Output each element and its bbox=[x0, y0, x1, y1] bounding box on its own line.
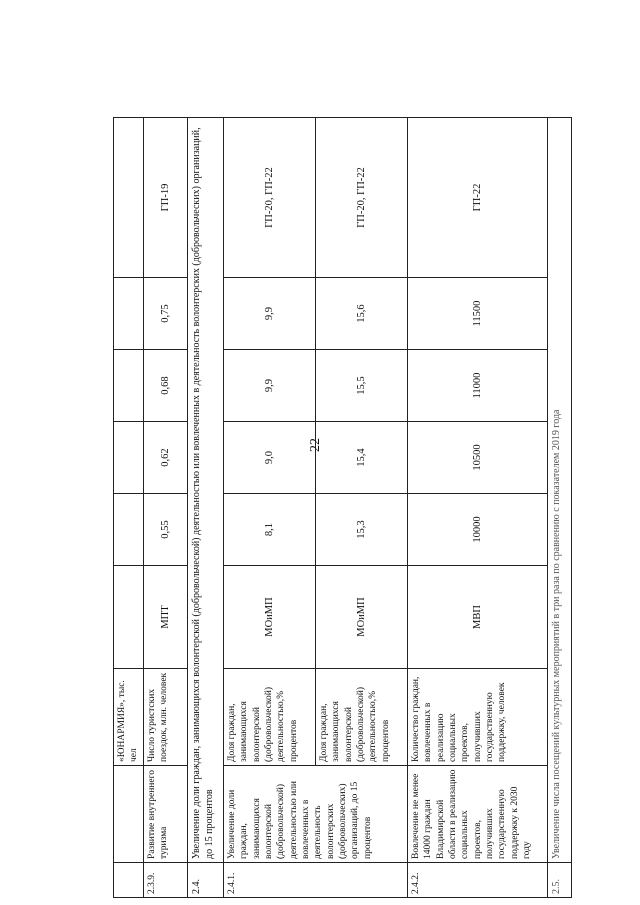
program-cell: ГП-20, ГП-22 bbox=[224, 118, 316, 278]
org-cell: МВП bbox=[408, 566, 548, 669]
value-cell: 9,9 bbox=[224, 350, 316, 422]
value-cell: 15,5 bbox=[316, 350, 408, 422]
row-number: 2.5. bbox=[548, 863, 572, 898]
section-title: Увеличение числа посещений культурных мероприятий в три раза по сравнению с показателем 2019 года bbox=[548, 118, 572, 863]
value-cell: 9,0 bbox=[224, 422, 316, 494]
value-cell: 11500 bbox=[408, 278, 548, 350]
org-cell: МПТ bbox=[144, 566, 188, 669]
indicator-cell: Число туристских поездок, млн. человек bbox=[144, 669, 188, 766]
value-cell: 10000 bbox=[408, 494, 548, 566]
org-cell: МОиМП bbox=[224, 566, 316, 669]
row-number: 2.3.9. bbox=[144, 863, 188, 898]
program-cell: ГП-22 bbox=[408, 118, 548, 278]
value-cell: 15,4 bbox=[316, 422, 408, 494]
value-cell: 11000 bbox=[408, 350, 548, 422]
row-number: 2.4. bbox=[188, 863, 224, 898]
row-number: 2.4.2. bbox=[408, 863, 548, 898]
value-cell: 9,9 bbox=[224, 278, 316, 350]
program-cell: ГП-20, ГП-22 bbox=[316, 118, 408, 278]
indicator-cell: Доля граждан, занимающихся волонтерской (добровольческой) деятельностью,% процентов bbox=[316, 669, 408, 766]
value-cell: 15,3 bbox=[316, 494, 408, 566]
rotated-table-container bbox=[113, 118, 573, 898]
org-cell: МОиМП bbox=[316, 566, 408, 669]
value-cell: 10500 bbox=[408, 422, 548, 494]
program-cell: ГП-19 bbox=[144, 118, 188, 278]
row-number: 2.4.1. bbox=[224, 863, 408, 898]
value-cell: 0,68 bbox=[144, 350, 188, 422]
section-row bbox=[548, 118, 572, 898]
value-cell: 0,75 bbox=[144, 278, 188, 350]
indicator-cell: «ЮНАРМИЯ», тыс. чел bbox=[114, 669, 144, 766]
measure-cell: Вовлечение не менее 14000 граждан Владимирской области в реализацию социальных проектов, получивших государственную поддержку к 2030 году bbox=[408, 766, 548, 863]
value-cell: 8,1 bbox=[224, 494, 316, 566]
value-cell: 15,6 bbox=[316, 278, 408, 350]
section-row bbox=[188, 118, 224, 898]
indicator-cell: Доля граждан, занимающихся волонтерской (добровольческой) деятельностью,% процентов bbox=[224, 669, 316, 766]
table-row bbox=[224, 118, 316, 898]
table-row bbox=[408, 118, 548, 898]
indicators-table bbox=[113, 117, 572, 898]
table-row bbox=[144, 118, 188, 898]
measure-cell: Развитие внутреннего туризма bbox=[144, 766, 188, 863]
indicator-cell: Количество граждан, вовлеченных в реализацию социальных проектов, получивших государственную поддержку, человек bbox=[408, 669, 548, 766]
value-cell: 0,62 bbox=[144, 422, 188, 494]
section-title: Увеличение доли граждан, занимающихся волонтерской (добровольческой) деятельностью или вовлеченных в деятельность волонтерских (добровольческих) организаций, до 15 процентов bbox=[188, 118, 224, 863]
value-cell: 0,55 bbox=[144, 494, 188, 566]
page-number: 22 bbox=[308, 438, 323, 452]
table-row bbox=[114, 118, 144, 898]
measure-cell: Увеличение доли граждан, занимающихся волонтерской (добровольческой) деятельностью или вовлеченных в деятельность волонтерских (добровольческих) организаций, до 15 процентов bbox=[224, 766, 408, 863]
